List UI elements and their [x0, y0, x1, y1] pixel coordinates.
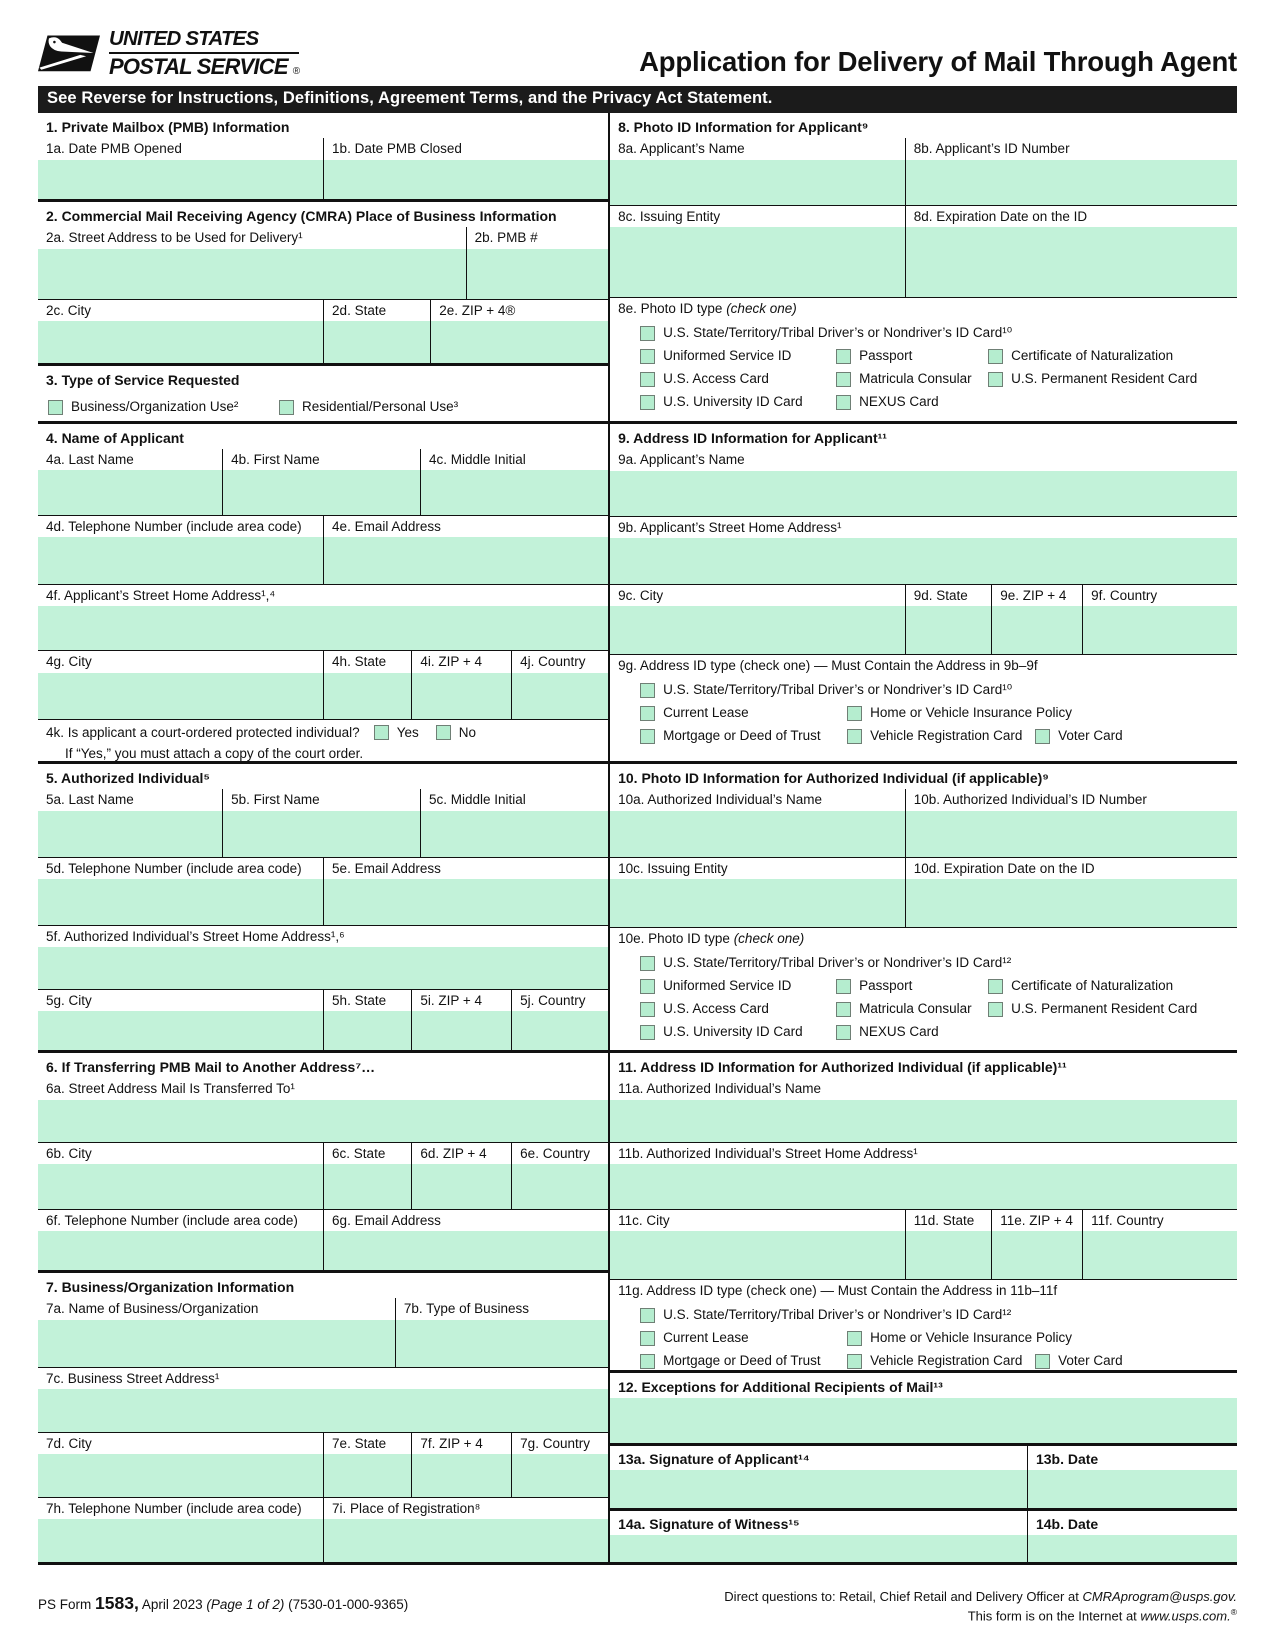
checkbox-11g-drivers-id[interactable] — [640, 1308, 655, 1323]
field-4b-first-name: 4b. First Name — [222, 449, 420, 515]
section-1-pmb-information — [38, 113, 608, 199]
field-7f-zip: 7f. ZIP + 4 — [411, 1433, 511, 1497]
field-1a-date-pmb-opened: 1a. Date PMB Opened — [38, 138, 323, 199]
field-11f-country: 11f. Country — [1082, 1210, 1237, 1279]
input-2c-city[interactable] — [38, 321, 323, 363]
checkbox-11g-current-lease[interactable] — [640, 1331, 655, 1346]
checkbox-10e-certificate-of-naturalization[interactable] — [988, 979, 1003, 994]
field-4d-telephone: 4d. Telephone Number (include area code) — [38, 516, 323, 584]
option-8e-matricula-consular[interactable]: Matricula Consular — [836, 371, 988, 387]
field-13a-signature-of-applicant: 13a. Signature of Applicant¹⁴ — [610, 1446, 1027, 1508]
input-10d-expiration-date[interactable] — [906, 879, 1237, 927]
input-7e-state[interactable] — [324, 1454, 411, 1497]
field-10b-authorized-id-number: 10b. Authorized Individual’s ID Number — [905, 789, 1237, 856]
option-8e-nexus-card[interactable]: NEXUS Card — [836, 394, 939, 410]
field-7g-country: 7g. Country — [511, 1433, 608, 1497]
field-6a-transfer-street-address: 6a. Street Address Mail Is Transferred To¹ — [38, 1078, 608, 1141]
field-2a-street-address: 2a. Street Address to be Used for Delivery¹ — [38, 227, 466, 298]
input-4c-middle-initial[interactable] — [421, 470, 608, 515]
field-11g-address-id-type: 11g. Address ID type (check one) — Must Contain the Address in 11b–11f U.S. State/Territory/Tribal Driver’s or Nondriver’s ID Card¹² Current Lease Home or Vehicle Insurance Policy Mortgage or Deed of Trust Vehicle Registration Card Voter Card — [610, 1279, 1237, 1370]
checkbox-9g-vehicle-registration[interactable] — [847, 729, 862, 744]
field-9c-city: 9c. City — [610, 585, 905, 654]
field-2c-city: 2c. City — [38, 300, 323, 363]
checkbox-8e-drivers-id[interactable] — [640, 326, 655, 341]
contact-email: CMRAprogram@usps.gov. — [1082, 1588, 1237, 1604]
field-6d-zip: 6d. ZIP + 4 — [411, 1143, 511, 1209]
field-7c-business-street-address: 7c. Business Street Address¹ — [38, 1368, 608, 1432]
field-5e-email: 5e. Email Address — [323, 858, 608, 925]
input-6d-zip[interactable] — [412, 1164, 511, 1209]
input-7h-telephone[interactable] — [38, 1519, 323, 1562]
field-14b-date: 14b. Date — [1027, 1511, 1237, 1562]
field-4e-email: 4e. Email Address — [323, 516, 608, 584]
checkbox-9g-insurance-policy[interactable] — [847, 706, 862, 721]
option-3-business-use[interactable]: Business/Organization Use² — [48, 399, 279, 415]
option-10e-matricula-consular[interactable]: Matricula Consular — [836, 1001, 988, 1017]
checkbox-9g-current-lease[interactable] — [640, 706, 655, 721]
checkbox-10e-passport[interactable] — [836, 979, 851, 994]
checkbox-3-residential-use[interactable] — [279, 400, 294, 415]
checkbox-9g-voter-card[interactable] — [1035, 729, 1050, 744]
input-2e-zip[interactable] — [431, 321, 608, 363]
input-7d-city[interactable] — [38, 1454, 323, 1497]
field-6f-telephone: 6f. Telephone Number (include area code) — [38, 1210, 323, 1270]
field-8b-applicant-id-number: 8b. Applicant’s ID Number — [905, 138, 1237, 204]
field-11e-zip: 11e. ZIP + 4 — [991, 1210, 1082, 1279]
checkbox-10e-matricula-consular[interactable] — [836, 1002, 851, 1017]
input-6g-email[interactable] — [324, 1231, 608, 1270]
input-12-exceptions[interactable] — [610, 1398, 1237, 1443]
usps-eagle-icon — [38, 33, 100, 73]
field-4i-zip: 4i. ZIP + 4 — [411, 651, 511, 718]
checkbox-4k-yes[interactable] — [374, 725, 389, 740]
field-8c-issuing-entity: 8c. Issuing Entity — [610, 206, 905, 297]
input-5i-zip[interactable] — [412, 1011, 511, 1050]
section-11-address-id-authorized — [610, 1050, 1237, 1370]
option-11g-vehicle-registration[interactable]: Vehicle Registration Card — [847, 1353, 1035, 1369]
checkbox-9g-drivers-id[interactable] — [640, 683, 655, 698]
input-9f-country[interactable] — [1083, 606, 1237, 654]
field-5a-last-name: 5a. Last Name — [38, 789, 222, 856]
field-2d-state: 2d. State — [323, 300, 430, 363]
input-8c-issuing-entity[interactable] — [610, 227, 905, 297]
field-9b-home-address: 9b. Applicant’s Street Home Address¹ — [610, 517, 1237, 584]
input-11d-state[interactable] — [906, 1231, 992, 1279]
right-column — [608, 113, 1237, 1562]
input-6c-state[interactable] — [324, 1164, 411, 1209]
option-4k-yes[interactable]: Yes — [374, 725, 419, 741]
checkbox-8e-certificate-of-naturalization[interactable] — [988, 349, 1003, 364]
field-9e-zip: 9e. ZIP + 4 — [991, 585, 1082, 654]
field-9f-country: 9f. Country — [1082, 585, 1237, 654]
section-6-transfer-address — [38, 1050, 608, 1270]
checkbox-8e-us-access-card[interactable] — [640, 372, 655, 387]
option-9g-current-lease[interactable]: Current Lease — [640, 705, 847, 721]
section-13-applicant-signature — [610, 1443, 1237, 1508]
option-11g-voter-card[interactable]: Voter Card — [1035, 1353, 1123, 1369]
checkbox-8e-passport[interactable] — [836, 349, 851, 364]
field-5b-first-name: 5b. First Name — [222, 789, 420, 856]
option-9g-drivers-id[interactable]: U.S. State/Territory/Tribal Driver’s or Nondriver’s ID Card¹⁰ — [640, 682, 1012, 698]
input-9c-city[interactable] — [610, 606, 905, 654]
field-4k-protected-individual — [38, 720, 493, 761]
option-4k-no[interactable]: No — [436, 725, 476, 741]
input-4g-city[interactable] — [38, 673, 323, 719]
option-8e-passport[interactable]: Passport — [836, 348, 988, 364]
input-8b-applicant-id-number[interactable] — [906, 160, 1237, 205]
section-5-title: 5. Authorized Individual⁵ — [46, 769, 210, 786]
option-11g-insurance-policy[interactable]: Home or Vehicle Insurance Policy — [847, 1330, 1072, 1346]
field-7b-type-of-business: 7b. Type of Business — [395, 1298, 608, 1366]
input-5g-city[interactable] — [38, 1011, 323, 1050]
left-column — [38, 113, 608, 1562]
field-11c-city: 11c. City — [610, 1210, 905, 1279]
field-4g-city: 4g. City — [38, 651, 323, 718]
option-8e-university-id-card[interactable]: U.S. University ID Card — [640, 394, 836, 410]
section-12-exceptions — [610, 1370, 1237, 1443]
section-4-title: 4. Name of Applicant — [46, 429, 184, 446]
checkbox-10e-university-id-card[interactable] — [640, 1025, 655, 1040]
option-10e-drivers-id[interactable]: U.S. State/Territory/Tribal Driver’s or Nondriver’s ID Card¹² — [640, 955, 1011, 971]
field-5c-middle-initial: 5c. Middle Initial — [420, 789, 608, 856]
instructions-banner: See Reverse for Instructions, Definitions, Agreement Terms, and the Privacy Act Statement. — [38, 86, 1237, 113]
usps-wordmark-line2: POSTAL SERVICE ® — [109, 53, 300, 79]
field-7e-state: 7e. State — [323, 1433, 411, 1497]
input-11e-zip[interactable] — [992, 1231, 1082, 1279]
option-10e-passport[interactable]: Passport — [836, 978, 988, 994]
field-12-exceptions — [610, 1398, 1237, 1443]
input-10a-authorized-name[interactable] — [610, 811, 905, 857]
section-8-title: 8. Photo ID Information for Applicant⁹ — [618, 118, 869, 135]
option-9g-voter-card[interactable]: Voter Card — [1035, 728, 1123, 744]
field-4c-middle-initial: 4c. Middle Initial — [420, 449, 608, 515]
checkbox-8e-matricula-consular[interactable] — [836, 372, 851, 387]
section-12-title: 12. Exceptions for Additional Recipients of Mail¹³ — [618, 1378, 943, 1395]
option-11g-drivers-id[interactable]: U.S. State/Territory/Tribal Driver’s or Nondriver’s ID Card¹² — [640, 1307, 1011, 1323]
input-14a-signature-of-witness[interactable] — [610, 1535, 1027, 1562]
field-7d-city: 7d. City — [38, 1433, 323, 1497]
field-10a-authorized-name: 10a. Authorized Individual’s Name — [610, 789, 905, 856]
field-5j-country: 5j. Country — [511, 990, 608, 1050]
field-2e-zip: 2e. ZIP + 4® — [430, 300, 608, 363]
checkbox-10e-uniformed-service-id[interactable] — [640, 979, 655, 994]
input-4a-last-name[interactable] — [38, 470, 222, 515]
field-7h-telephone: 7h. Telephone Number (include area code) — [38, 1498, 323, 1562]
input-11b-home-address[interactable] — [610, 1164, 1237, 1209]
section-7-business-information — [38, 1270, 608, 1562]
input-9e-zip[interactable] — [992, 606, 1082, 654]
field-4f-home-address: 4f. Applicant’s Street Home Address¹,⁴ — [38, 585, 608, 650]
note-4k: If “Yes,” you must attach a copy of the court order. — [65, 745, 364, 761]
field-8a-applicant-name: 8a. Applicant’s Name — [610, 138, 905, 204]
form-header — [38, 28, 1237, 79]
input-6a-transfer-street-address[interactable] — [38, 1100, 608, 1142]
section-5-authorized-individual — [38, 761, 608, 1050]
checkbox-8e-university-id-card[interactable] — [640, 395, 655, 410]
field-4a-last-name: 4a. Last Name — [38, 449, 222, 515]
section-10-title: 10. Photo ID Information for Authorized Individual (if applicable)⁹ — [618, 769, 1049, 786]
option-9g-mortgage[interactable]: Mortgage or Deed of Trust — [640, 728, 847, 744]
option-8e-uniformed-service-id[interactable]: Uniformed Service ID — [640, 348, 836, 364]
field-6g-email: 6g. Email Address — [323, 1210, 608, 1270]
form-identifier: PS Form 1583, April 2023 (Page 1 of 2) (7530-01-000-9365) — [38, 1592, 409, 1613]
section-10-photo-id-authorized — [610, 761, 1237, 1050]
input-1a-date-pmb-opened[interactable] — [38, 160, 323, 199]
section-7-title: 7. Business/Organization Information — [46, 1278, 295, 1295]
input-7b-type-of-business[interactable] — [396, 1320, 608, 1367]
field-11a-authorized-name: 11a. Authorized Individual’s Name — [610, 1078, 1237, 1141]
input-4e-email[interactable] — [324, 537, 608, 584]
section-14-witness-signature — [610, 1508, 1237, 1562]
section-6-title: 6. If Transferring PMB Mail to Another Address⁷… — [46, 1058, 376, 1075]
field-10d-expiration-date: 10d. Expiration Date on the ID — [905, 858, 1237, 927]
page-footer — [38, 1587, 1237, 1626]
field-5h-state: 5h. State — [323, 990, 411, 1050]
field-1b-date-pmb-closed: 1b. Date PMB Closed — [323, 138, 608, 199]
usps-url: www.usps.com. — [1140, 1608, 1231, 1624]
option-10e-us-access-card[interactable]: U.S. Access Card — [640, 1001, 836, 1017]
option-10e-nexus-card[interactable]: NEXUS Card — [836, 1024, 939, 1040]
checkbox-3-business-use[interactable] — [48, 400, 63, 415]
field-14a-signature-of-witness: 14a. Signature of Witness¹⁵ — [610, 1511, 1027, 1562]
input-14b-date[interactable] — [1028, 1535, 1237, 1562]
registered-mark: ® — [292, 65, 300, 77]
input-7f-zip[interactable] — [412, 1454, 511, 1497]
field-11d-state: 11d. State — [905, 1210, 992, 1279]
field-8d-expiration-date: 8d. Expiration Date on the ID — [905, 206, 1237, 297]
footer-contact-line: Direct questions to: Retail, Chief Retail and Delivery Officer at CMRAprogram@usps.gov. — [724, 1588, 1237, 1604]
input-7c-business-street-address[interactable] — [38, 1389, 608, 1432]
option-3-residential-use[interactable]: Residential/Personal Use³ — [279, 399, 458, 415]
option-10e-permanent-resident-card[interactable]: U.S. Permanent Resident Card — [988, 1001, 1197, 1017]
footer-internet-line: This form is on the Internet at www.usps.com.® — [967, 1607, 1237, 1624]
section-3-title: 3. Type of Service Requested — [46, 371, 240, 388]
field-10c-issuing-entity: 10c. Issuing Entity — [610, 858, 905, 927]
input-10b-authorized-id-number[interactable] — [906, 811, 1237, 857]
input-5h-state[interactable] — [324, 1011, 411, 1050]
field-9a-applicant-name: 9a. Applicant’s Name — [610, 449, 1237, 515]
field-13b-date: 13b. Date — [1027, 1446, 1237, 1508]
field-5g-city: 5g. City — [38, 990, 323, 1050]
field-4h-state: 4h. State — [323, 651, 411, 718]
footer-contact-info — [724, 1587, 1237, 1626]
input-4d-telephone[interactable] — [38, 537, 323, 584]
checkbox-8e-uniformed-service-id[interactable] — [640, 349, 655, 364]
option-10e-certificate-of-naturalization[interactable]: Certificate of Naturalization — [988, 978, 1173, 994]
input-7i-place-of-registration[interactable] — [324, 1519, 608, 1562]
option-10e-university-id-card[interactable]: U.S. University ID Card — [640, 1024, 836, 1040]
section-4-name-of-applicant — [38, 421, 608, 761]
input-4j-country[interactable] — [512, 673, 608, 719]
input-5f-home-address[interactable] — [38, 947, 608, 989]
form-body — [38, 113, 1237, 1565]
input-9d-state[interactable] — [906, 606, 992, 654]
section-3-type-of-service — [38, 363, 608, 421]
checkbox-10e-nexus-card[interactable] — [836, 1025, 851, 1040]
input-4f-home-address[interactable] — [38, 606, 608, 650]
input-7a-business-name[interactable] — [38, 1320, 395, 1367]
checkbox-10e-us-access-card[interactable] — [640, 1002, 655, 1017]
section-2-cmra-information — [38, 199, 608, 363]
field-5f-home-address: 5f. Authorized Individual’s Street Home Address¹,⁶ — [38, 926, 608, 989]
field-8e-photo-id-type: 8e. Photo ID type (check one) U.S. State/Territory/Tribal Driver’s or Nondriver’s ID Card¹⁰ Uniformed Service ID Passport Certificate of Naturalization U.S. Access Card Matricula Consular U.S. Permanent Resident Card U.S. University ID Card NEXUS Card — [610, 297, 1237, 411]
usps-wordmark — [109, 28, 299, 79]
section-1-title: 1. Private Mailbox (PMB) Information — [46, 118, 290, 135]
input-8d-expiration-date[interactable] — [906, 227, 1237, 297]
checkbox-11g-mortgage[interactable] — [640, 1354, 655, 1369]
field-5d-telephone: 5d. Telephone Number (include area code) — [38, 858, 323, 925]
field-4j-country: 4j. Country — [511, 651, 608, 718]
checkbox-8e-permanent-resident-card[interactable] — [988, 372, 1003, 387]
input-11a-authorized-name[interactable] — [610, 1100, 1237, 1142]
input-9b-home-address[interactable] — [610, 538, 1237, 584]
option-8e-drivers-id[interactable]: U.S. State/Territory/Tribal Driver’s or Nondriver’s ID Card¹⁰ — [640, 325, 1012, 341]
option-8e-us-access-card[interactable]: U.S. Access Card — [640, 371, 836, 387]
input-4b-first-name[interactable] — [223, 470, 420, 515]
usps-wordmark-line1: UNITED STATES — [109, 28, 299, 54]
field-11b-home-address: 11b. Authorized Individual’s Street Home Address¹ — [610, 1143, 1237, 1209]
input-5e-email[interactable] — [324, 879, 608, 925]
input-5c-middle-initial[interactable] — [421, 811, 608, 857]
option-8e-permanent-resident-card[interactable]: U.S. Permanent Resident Card — [988, 371, 1197, 387]
input-13b-date[interactable] — [1028, 1470, 1237, 1508]
checkbox-11g-vehicle-registration[interactable] — [847, 1354, 862, 1369]
section-2-title: 2. Commercial Mail Receiving Agency (CMRA) Place of Business Information — [46, 207, 557, 224]
option-10e-uniformed-service-id[interactable]: Uniformed Service ID — [640, 978, 836, 994]
field-2b-pmb-number: 2b. PMB # — [466, 227, 609, 298]
field-9d-state: 9d. State — [905, 585, 992, 654]
input-5d-telephone[interactable] — [38, 879, 323, 925]
input-4i-zip[interactable] — [412, 673, 511, 719]
input-13a-signature-of-applicant[interactable] — [610, 1470, 1027, 1508]
input-6e-country[interactable] — [512, 1164, 608, 1209]
option-11g-mortgage[interactable]: Mortgage or Deed of Trust — [640, 1353, 847, 1369]
page-title: Application for Delivery of Mail Through Agent — [639, 45, 1237, 77]
input-2b-pmb-number[interactable] — [467, 249, 609, 299]
checkbox-9g-mortgage[interactable] — [640, 729, 655, 744]
field-7i-place-of-registration: 7i. Place of Registration⁸ — [323, 1498, 608, 1562]
question-4k: 4k. Is applicant a court-ordered protected individual? — [46, 725, 360, 741]
input-7g-country[interactable] — [512, 1454, 608, 1497]
checkbox-4k-no[interactable] — [436, 725, 451, 740]
checkbox-11g-insurance-policy[interactable] — [847, 1331, 862, 1346]
input-10c-issuing-entity[interactable] — [610, 879, 905, 927]
input-11c-city[interactable] — [610, 1231, 905, 1279]
field-9g-address-id-type: 9g. Address ID type (check one) — Must Contain the Address in 9b–9f U.S. State/Territory/Tribal Driver’s or Nondriver’s ID Card¹⁰ Current Lease Home or Vehicle Insurance Policy Mortgage or Deed of Trust Vehicle Registration Card Voter Card — [610, 654, 1237, 745]
section-8-photo-id-applicant — [610, 113, 1237, 421]
section-11-title: 11. Address ID Information for Authorized Individual (if applicable)¹¹ — [618, 1058, 1067, 1075]
field-7a-business-name: 7a. Name of Business/Organization — [38, 1298, 395, 1366]
input-5a-last-name[interactable] — [38, 811, 222, 857]
input-6f-telephone[interactable] — [38, 1231, 323, 1270]
checkbox-10e-drivers-id[interactable] — [640, 956, 655, 971]
input-1b-date-pmb-closed[interactable] — [324, 160, 608, 199]
input-6b-city[interactable] — [38, 1164, 323, 1209]
option-11g-current-lease[interactable]: Current Lease — [640, 1330, 847, 1346]
usps-logo — [38, 28, 299, 79]
checkbox-11g-voter-card[interactable] — [1035, 1354, 1050, 1369]
input-2d-state[interactable] — [324, 321, 430, 363]
input-5b-first-name[interactable] — [223, 811, 420, 857]
option-9g-vehicle-registration[interactable]: Vehicle Registration Card — [847, 728, 1035, 744]
checkbox-10e-permanent-resident-card[interactable] — [988, 1002, 1003, 1017]
checkbox-8e-nexus-card[interactable] — [836, 395, 851, 410]
form-number: 1583, — [95, 1592, 139, 1613]
input-8a-applicant-name[interactable] — [610, 160, 905, 205]
field-6b-city: 6b. City — [38, 1143, 323, 1209]
field-6c-state: 6c. State — [323, 1143, 411, 1209]
input-4h-state[interactable] — [324, 673, 411, 719]
field-6e-country: 6e. Country — [511, 1143, 608, 1209]
option-8e-certificate-of-naturalization[interactable]: Certificate of Naturalization — [988, 348, 1173, 364]
section-9-address-id-applicant — [610, 421, 1237, 761]
field-5i-zip: 5i. ZIP + 4 — [411, 990, 511, 1050]
section-9-title: 9. Address ID Information for Applicant¹¹ — [618, 429, 887, 446]
field-10e-photo-id-type: 10e. Photo ID type (check one) U.S. State/Territory/Tribal Driver’s or Nondriver’s ID Card¹² Uniformed Service ID Passport Certificate of Naturalization U.S. Access Card Matricula Consular U.S. Permanent Resident Card U.S. University ID Card NEXUS Card — [610, 927, 1237, 1041]
option-9g-insurance-policy[interactable]: Home or Vehicle Insurance Policy — [847, 705, 1072, 721]
input-11f-country[interactable] — [1083, 1231, 1237, 1279]
input-9a-applicant-name[interactable] — [610, 471, 1237, 516]
input-5j-country[interactable] — [512, 1011, 608, 1050]
input-2a-street-address[interactable] — [38, 249, 466, 299]
